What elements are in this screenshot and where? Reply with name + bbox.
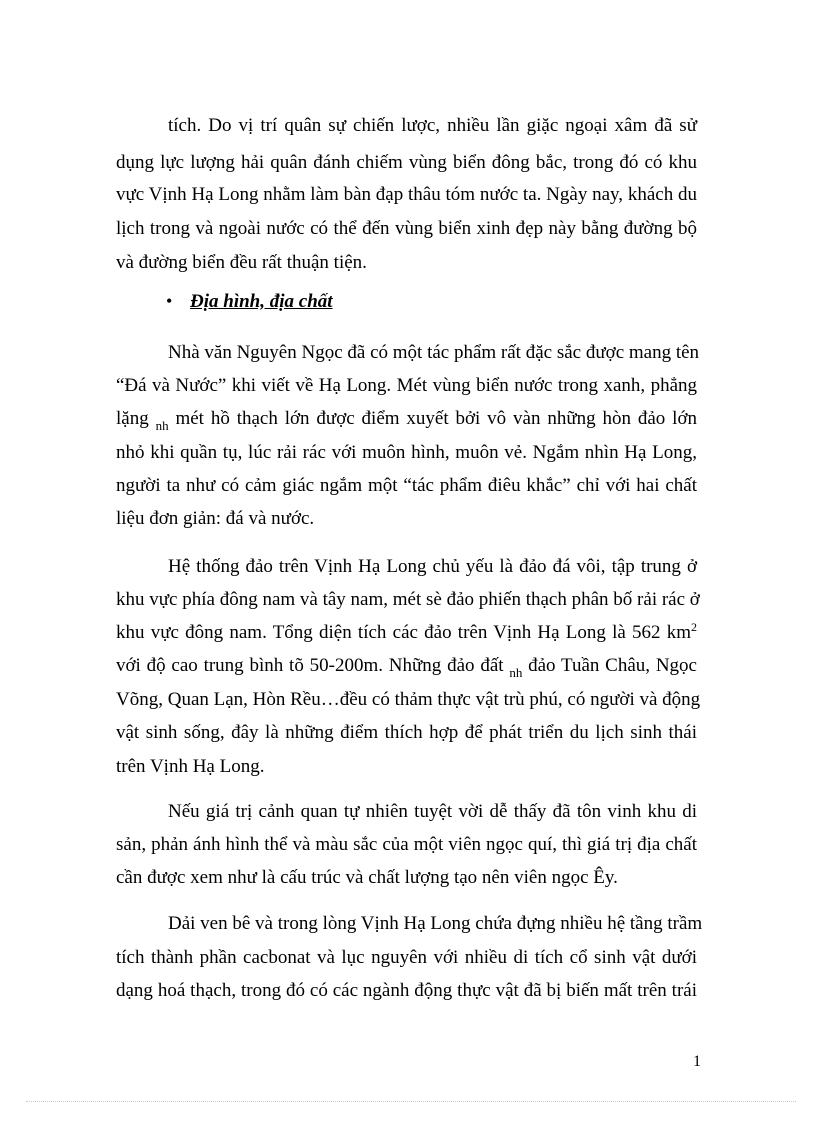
superscript-text: 2 [691, 620, 697, 634]
paragraph-3-line-3-text: khu vực đông nam. Tổng diện tích các đảo trên Vịnh Hạ Long là 562 km [116, 622, 691, 643]
paragraph-2-line-5: người ta như có cảm giác ngắm một “tác phẩm điêu khắc” chỉ với hai chất [116, 475, 697, 496]
paragraph-5-line-3: dạng hoá thạch, trong đó có các ngành động thực vật đã bị biến mất trên trái [116, 980, 697, 1001]
subscript-text: nh [155, 418, 169, 433]
paragraph-3-line-4 [116, 654, 697, 679]
paragraph-4-line-3: cần được xem như là cấu trúc và chất lượng tạo nên viên ngọc Êy. [116, 867, 618, 888]
paragraph-2-line-2: “Đá và Nước” khi viết về Hạ Long. Mét vùng biển nước trong xanh, phẳng [116, 375, 697, 396]
subscript-text: nh [509, 665, 523, 680]
paragraph-1-line-2: dụng lực lượng hải quân đánh chiếm vùng biển đông bắc, trong đó có khu [116, 152, 697, 173]
paragraph-1-line-4: lịch trong và ngoài nước có thể đến vùng biển xinh đẹp này bằng đường bộ [116, 218, 697, 239]
paragraph-3-line-1: Hệ thống đảo trên Vịnh Hạ Long chủ yếu là đảo đá vôi, tập trung ở [168, 556, 697, 577]
paragraph-3-line-4-end: đảo Tuần Châu, Ngọc [522, 655, 697, 676]
paragraph-3-line-2: khu vực phía đông nam và tây nam, mét sè đảo phiến thạch phân bố rải rác ở [116, 589, 700, 610]
footer-divider [26, 1101, 796, 1102]
page-number: 1 [693, 1053, 701, 1070]
paragraph-5-line-1: Dải ven bê và trong lòng Vịnh Hạ Long chứa đựng nhiều hệ tầng trầm [168, 913, 703, 934]
paragraph-2-line-4: nhỏ khi quần tụ, lúc rải rác với muôn hình, muôn vẻ. Ngắm nhìn Hạ Long, [116, 442, 697, 463]
paragraph-4-line-2: sản, phản ánh hình thể và màu sắc của một viên ngọc quí, thì giá trị địa chất [116, 834, 697, 855]
paragraph-3-line-7: trên Vịnh Hạ Long. [116, 756, 265, 777]
paragraph-2-line-1: Nhà văn Nguyên Ngọc đã có một tác phẩm rất đặc sắc được mang tên [168, 342, 700, 363]
paragraph-2-line-3 [116, 407, 697, 432]
paragraph-4-line-1: Nếu giá trị cảnh quan tự nhiên tuyệt vời dễ thấy đã tôn vinh khu di [168, 801, 697, 822]
paragraph-2-line-3-end: mét hồ thạch lớn được điểm xuyết bởi vô vàn những hòn đảo lớn [168, 408, 698, 429]
paragraph-3-line-5: Võng, Quan Lạn, Hòn Rều…đều có thảm thực vật trù phú, có người và động [116, 689, 701, 710]
paragraph-2-line-6: liệu đơn giản: đá và nước. [116, 508, 315, 529]
bullet-icon: • [166, 291, 173, 311]
paragraph-2-line-3-start: lặng [116, 408, 156, 429]
section-heading: Địa hình, địa chất [190, 291, 333, 312]
paragraph-5-line-2: tích thành phần cacbonat và lục nguyên với nhiều di tích cổ sinh vật dưới [116, 947, 697, 968]
paragraph-1-line-3: vực Vịnh Hạ Long nhằm làm bàn đạp thâu tóm nước ta. Ngày nay, khách du [116, 184, 697, 205]
paragraph-1-line-5: và đường biển đều rất thuận tiện. [116, 252, 367, 273]
paragraph-3-line-6: vật sinh sống, đây là những điểm thích hợp để phát triển du lịch sinh thái [116, 722, 697, 743]
paragraph-3-line-3 [116, 621, 697, 646]
paragraph-1-line-1: tích. Do vị trí quân sự chiến lược, nhiều lần giặc ngoại xâm đã sử [168, 115, 697, 136]
paragraph-3-line-4-start: với độ cao trung bình tõ 50-200m. Những đảo đất [116, 655, 510, 676]
